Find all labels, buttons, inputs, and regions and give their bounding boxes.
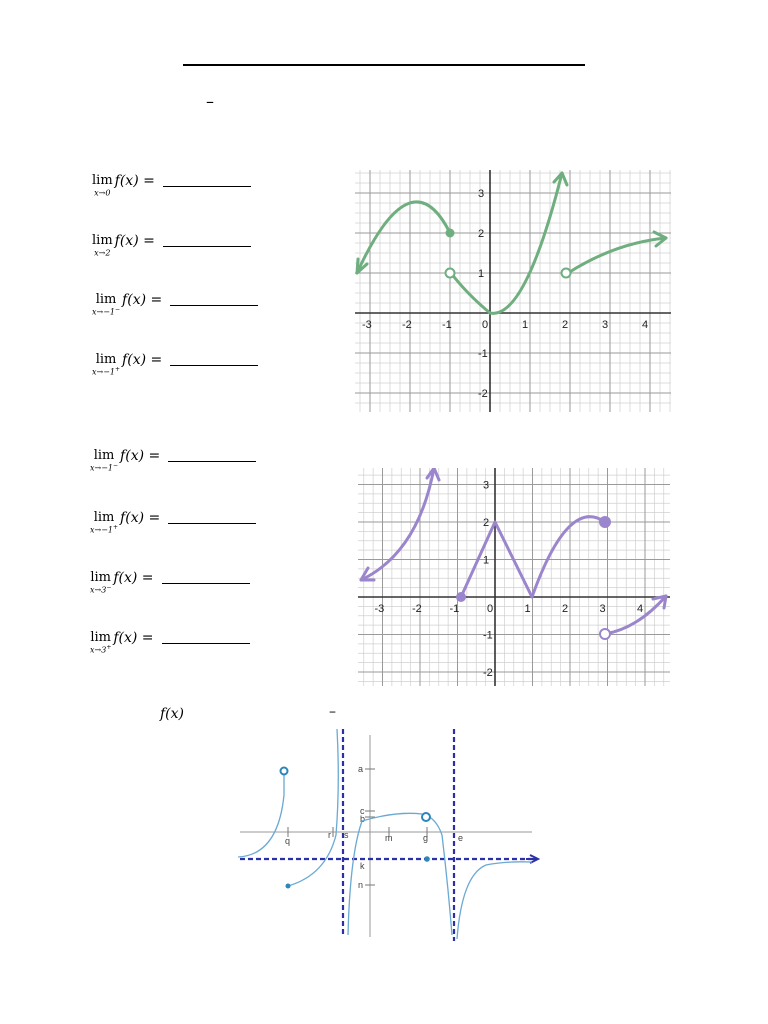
y-tick-label: 3: [483, 479, 490, 492]
curve-right-branch: [457, 862, 532, 939]
header-dash: –: [206, 92, 214, 111]
x-tick-label: -2: [412, 603, 422, 615]
x-tick-label: 1: [524, 603, 531, 615]
x-tick-label: 2: [562, 319, 569, 331]
x-tick-label: -3: [362, 319, 372, 331]
y-tick-label: 1: [483, 554, 490, 567]
limit-expression: lim x→−1− f(x) =: [90, 449, 256, 473]
answer-blank[interactable]: [163, 186, 251, 187]
curve-left-arc: [357, 202, 450, 273]
y-tick-label: 2: [483, 517, 490, 529]
y-tick-label: -2: [478, 388, 488, 400]
graph-problem-2: [358, 468, 670, 686]
x-tick-label: 3: [599, 603, 606, 615]
grid-minor: [358, 468, 670, 686]
y-label-k: k: [360, 861, 365, 871]
open-point: [422, 813, 430, 821]
closed-point: [286, 884, 291, 889]
x-tick-label: -1: [449, 603, 460, 615]
problem-3-dash: –: [329, 704, 336, 720]
x-tick-label: 0: [482, 319, 489, 331]
x-label-g: g: [423, 833, 429, 843]
y-tick-label: -1: [483, 629, 493, 642]
x-tick-label: 1: [522, 319, 529, 331]
title-underline: [183, 64, 585, 66]
open-point: [281, 768, 288, 775]
x-label-r: r: [328, 830, 331, 840]
x-tick-label: 4: [637, 603, 644, 615]
y-label-n: n: [358, 880, 364, 890]
y-tick-label: 2: [478, 228, 485, 240]
x-tick-label: 2: [562, 603, 569, 615]
limit-expression: lim x→−1+ f(x) =: [90, 511, 256, 535]
x-tick-labels: [362, 319, 648, 331]
x-tick-label: -3: [374, 603, 385, 615]
y-tick-labels: [483, 480, 493, 680]
limit-expression: lim x→2 f(x) =: [92, 234, 251, 258]
y-tick-label: -1: [478, 348, 488, 360]
function-label: f(x): [160, 706, 185, 722]
answer-blank[interactable]: [168, 461, 256, 462]
x-label-s: s: [344, 830, 349, 840]
closed-point: [446, 229, 455, 238]
x-label-e: e: [458, 833, 464, 843]
limit-expression: lim x→3+ f(x) =: [90, 631, 250, 655]
closed-point: [599, 516, 611, 528]
limit-expression: lim x→−1+ f(x) =: [92, 353, 258, 377]
answer-blank[interactable]: [170, 365, 258, 366]
open-point: [562, 269, 571, 278]
answer-blank[interactable]: [162, 643, 250, 644]
y-tick-labels: [478, 188, 488, 400]
curve-middle-left: [288, 729, 338, 886]
curve-rising-arc: [532, 517, 605, 597]
graph-problem-3: [236, 725, 542, 945]
graph-problem-1: [355, 170, 671, 412]
x-label-q: q: [285, 836, 291, 846]
y-label-b: b: [360, 814, 366, 824]
curve-left-branch: [238, 772, 284, 857]
x-tick-label: 3: [602, 319, 609, 331]
open-point: [446, 269, 455, 278]
answer-blank[interactable]: [170, 305, 258, 306]
x-tick-label: 4: [642, 319, 649, 331]
x-tick-label: 0: [487, 603, 494, 615]
closed-point: [424, 856, 430, 862]
answer-blank[interactable]: [162, 583, 250, 584]
x-tick-labels: [375, 603, 644, 615]
y-tick-label: 3: [478, 188, 485, 200]
x-tick-label: -1: [442, 319, 452, 331]
limit-expression: lim x→−1− f(x) =: [92, 293, 258, 317]
x-tick-label: -2: [402, 319, 412, 331]
y-label-c: c: [360, 806, 365, 816]
y-label-a: a: [358, 764, 364, 774]
closed-point: [456, 592, 466, 602]
answer-blank[interactable]: [168, 523, 256, 524]
open-point: [600, 629, 610, 639]
x-label-m: m: [385, 833, 393, 843]
limit-expression: lim x→3− f(x) =: [90, 571, 250, 595]
y-tick-label: -2: [483, 667, 493, 679]
y-tick-label: 1: [478, 268, 485, 280]
answer-blank[interactable]: [163, 246, 251, 247]
limit-expression: lim x→0 f(x) =: [92, 174, 251, 198]
